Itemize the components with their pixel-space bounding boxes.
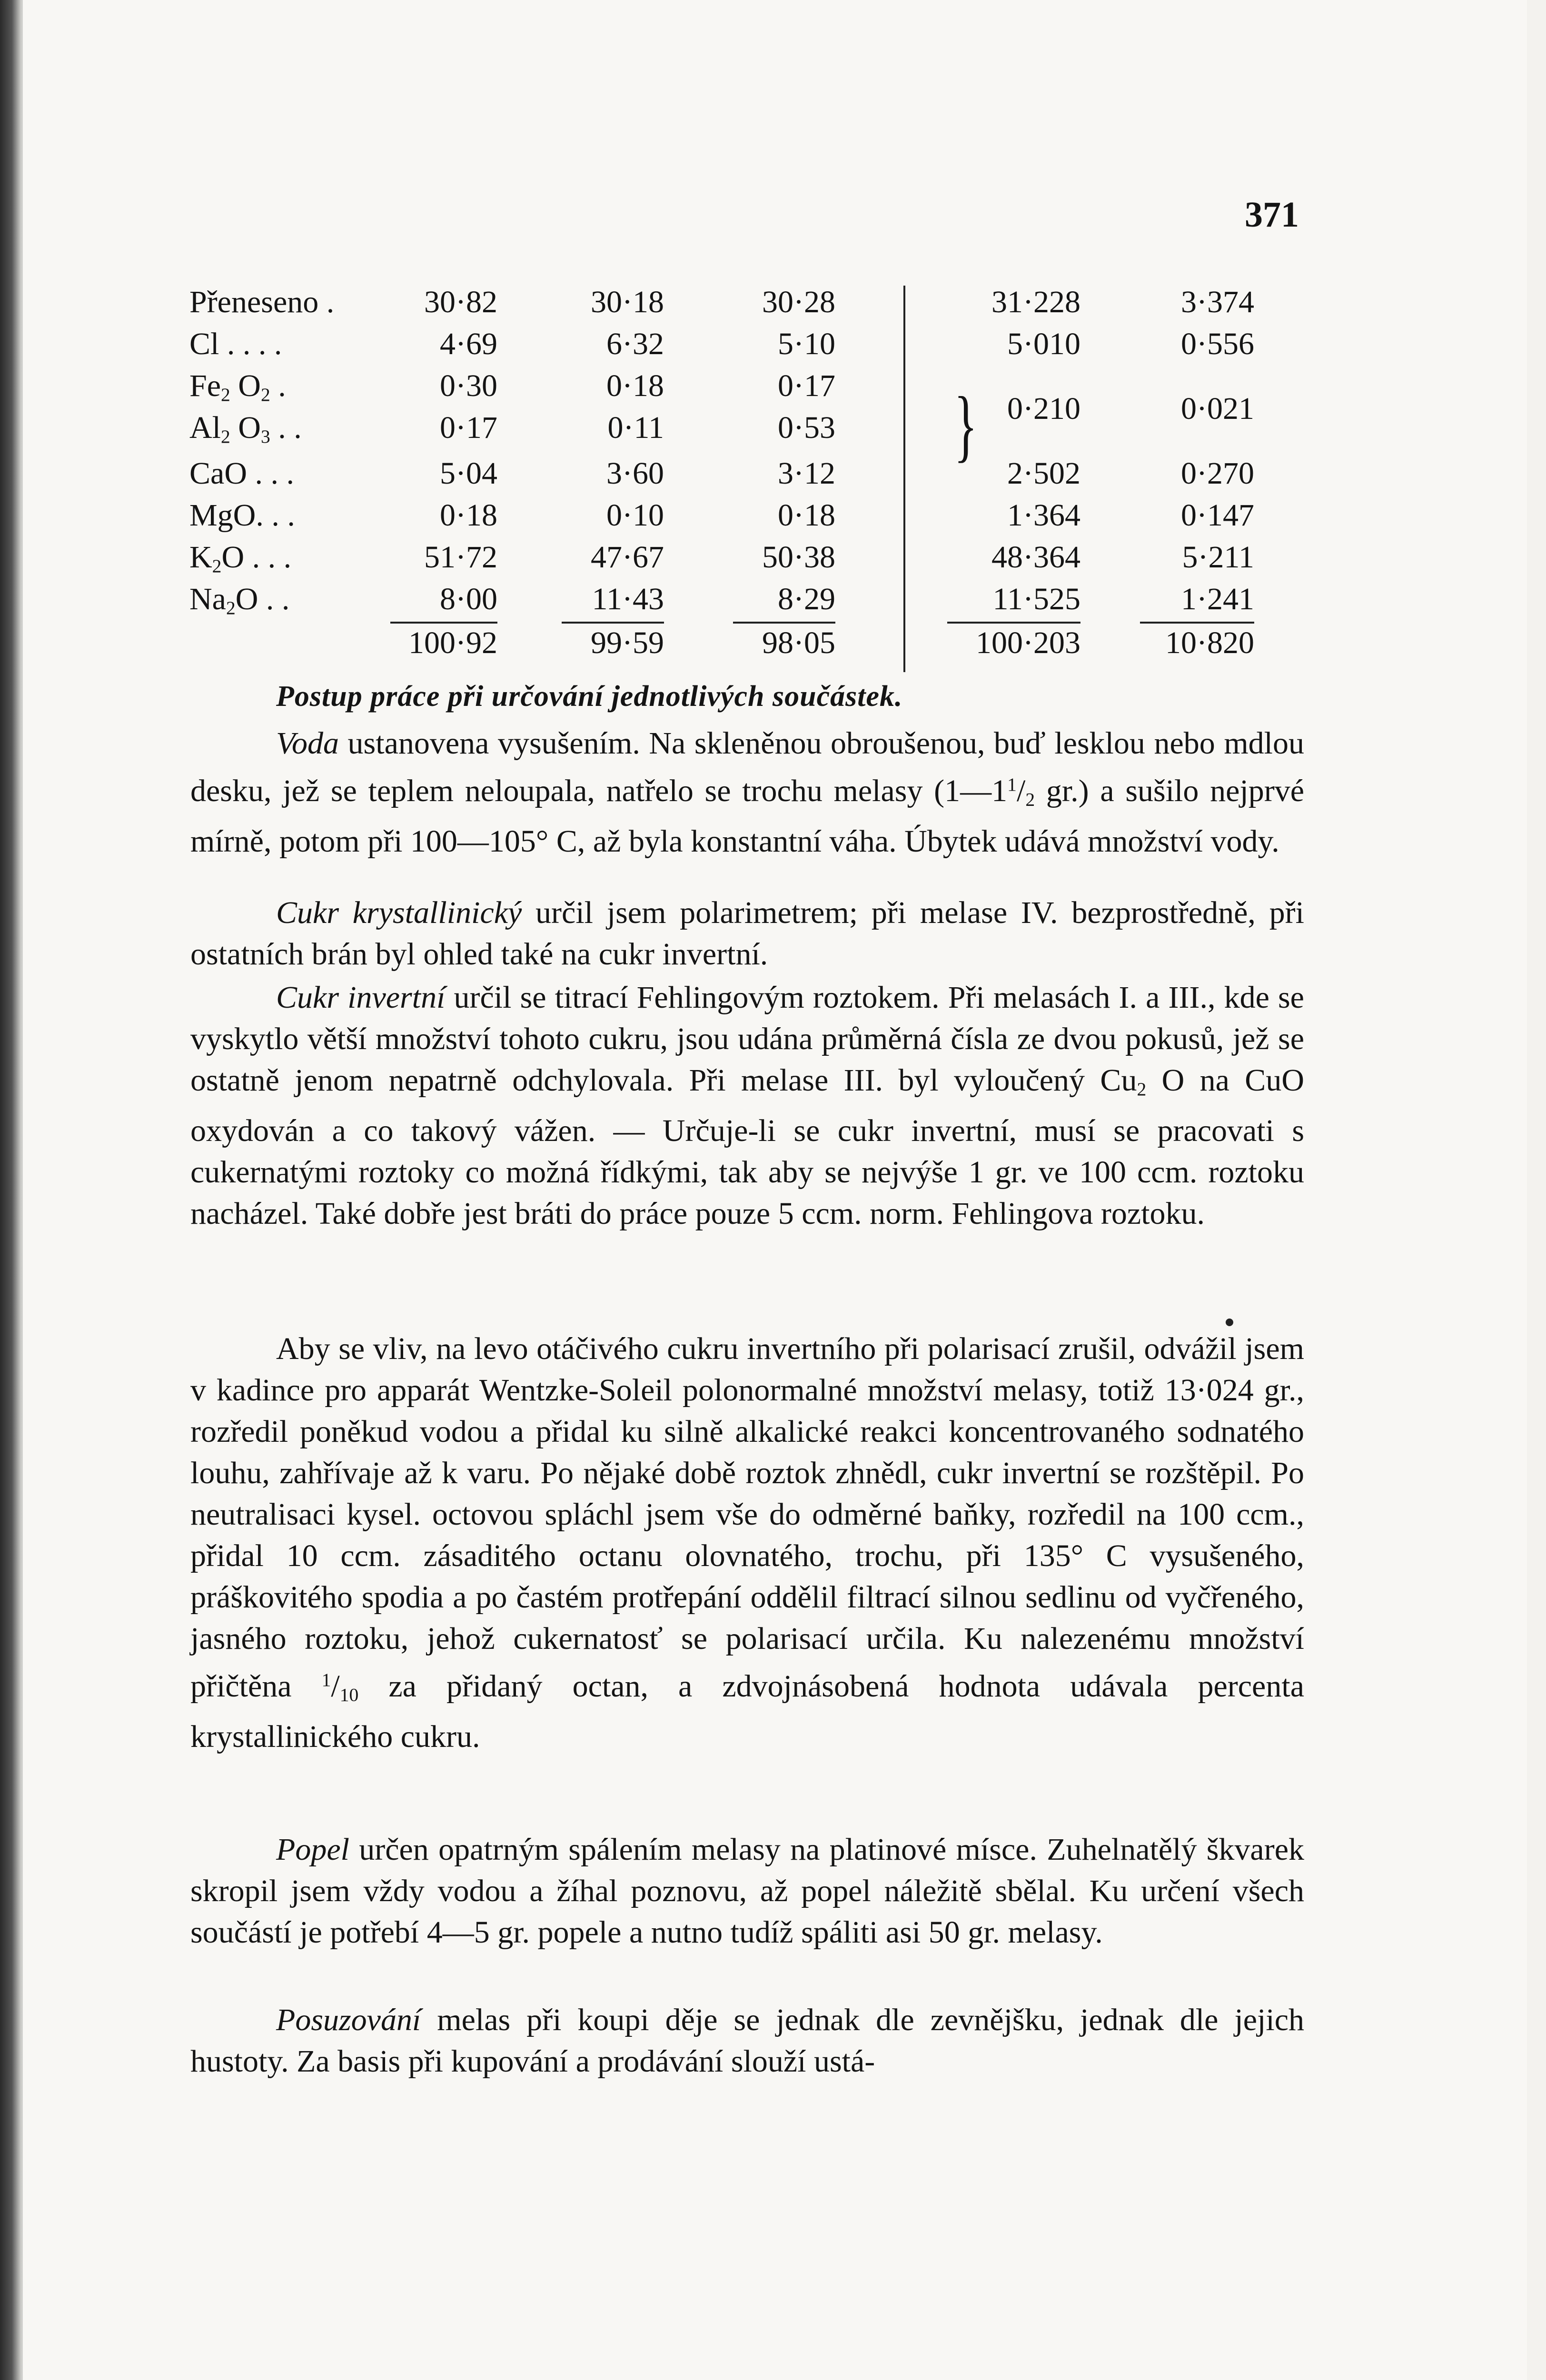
paragraph-posuzovani: Posuzování melas při koupi děje se jednak dle zevnějšku, jednak dle jejich hustoty. Za basis při kupování a prodávání slouží ustá- — [190, 2003, 1304, 2079]
table-cell: 50·38 — [762, 540, 835, 575]
row-label: MgO. . . — [189, 498, 295, 533]
table-cell: 0·11 — [607, 410, 664, 445]
table-cell: 0·270 — [1181, 456, 1254, 491]
table-cell: 3·374 — [1181, 285, 1254, 319]
table-cell: 0·17 — [440, 410, 497, 445]
paragraph-cukr-invertni: Cukr invertní určil se titrací Fehlingovým roztokem. Při melasách I. a III., kde se vyskytlo větší množství tohoto cukru, jsou udána průměrná čísla ze dvou pokusů, jež se ostatně jenom nepatrně odchylovala. Při melase III. byl vyloučený $Cu_2$ O na CuO oxydován a co takový vážen. — Určuje-li se cukr invertní, musí se pracovati s cukernatými roztoky co možná řídkými, tak aby se nejvýše 1 gr. ve 100 ccm. roztoku nacházel. Také dobře jest bráti do práce pouze 5 ccm. norm. Fehlingova roztoku. — [190, 980, 1304, 1231]
sum-cell: 99·59 — [562, 622, 664, 659]
table-cell: 0·53 — [778, 410, 835, 445]
table-cell: 30·28 — [762, 285, 835, 319]
sum-cell: 98·05 — [733, 622, 835, 659]
table-cell: 30·18 — [591, 285, 664, 319]
curly-brace: } — [954, 380, 978, 470]
column-divider — [903, 286, 905, 672]
row-label: $Fe_2$ $O_2$ . — [189, 368, 286, 405]
row-label: CaO . . . — [189, 456, 294, 491]
row-label: $Na_2O$ . . — [189, 582, 290, 618]
sum-cell: 100·203 — [947, 622, 1080, 659]
table-cell: 47·67 — [591, 540, 664, 575]
table-cell: 51·72 — [424, 540, 497, 575]
page-number: 371 — [1245, 195, 1299, 235]
table-cell: 0·18 — [778, 498, 835, 533]
table-cell: 0·30 — [440, 368, 497, 403]
row-label: $Al_2$ $O_3$ . . — [189, 410, 302, 447]
table-cell: 0·18 — [440, 498, 497, 533]
table-cell: 2·502 — [1007, 456, 1080, 491]
table-cell: 0·556 — [1181, 327, 1254, 361]
stray-mark — [1226, 1319, 1233, 1326]
table-cell: 5·211 — [1182, 540, 1254, 575]
table-cell: 11·43 — [592, 582, 664, 616]
table-cell: 6·32 — [606, 327, 664, 361]
table-cell: 0·10 — [606, 498, 664, 533]
paragraph-popel: Popel určen opatrným spálením melasy na platinové mísce. Zuhelnatělý škvarek skropil jsem vždy vodou a žíhal poznovu, až popel náležitě sbělal. Ku určení všech součástí je potřebí 4—5 gr. popele a nutno tudíž spáliti asi 50 gr. melasy. — [190, 1832, 1304, 1950]
table-cell: 0·147 — [1181, 498, 1254, 533]
section-caption: Postup práce při určování jednotlivých součástek. — [276, 680, 903, 713]
paragraph-voda: Voda ustanovena vysušením. Na skleněnou obroušenou, buď lesklou nebo mdlou desku, jež se teplem neloupala, natřelo se trochu melasy ($1—1^1/_2$ gr.) a sušilo nejprvé mírně, potom při 100—105° C, až byla konstantní váha. Úbytek udává množství vody. — [190, 726, 1304, 859]
table-cell: 5·010 — [1007, 327, 1080, 361]
row-label: $K_2O$ . . . — [189, 540, 292, 576]
table-cell: 0·210 — [1007, 391, 1080, 426]
table-cell: 8·29 — [778, 582, 835, 616]
paragraph-cukr-krystallinicky: Cukr krystallinický určil jsem polarimetrem; při melase IV. bezprostředně, při ostatních brán byl ohled také na cukr invertní. — [190, 895, 1304, 972]
sum-cell: 10·820 — [1140, 622, 1254, 659]
table-cell: 0·17 — [778, 368, 835, 403]
table-cell: 1·241 — [1181, 582, 1254, 616]
row-label: Přeneseno . — [189, 285, 335, 319]
table-cell: 5·04 — [440, 456, 497, 491]
table-cell: 3·12 — [778, 456, 835, 491]
table-cell: 8·00 — [440, 582, 497, 616]
table-cell: 1·364 — [1007, 498, 1080, 533]
table-cell: 48·364 — [991, 540, 1080, 575]
table-cell: 30·82 — [424, 285, 497, 319]
sum-cell: 100·92 — [390, 622, 497, 659]
table-cell: 4·69 — [440, 327, 497, 361]
table-cell: 11·525 — [992, 582, 1080, 616]
table-cell: 0·18 — [606, 368, 664, 403]
table-cell: 5·10 — [778, 327, 835, 361]
table-cell: 31·228 — [991, 285, 1080, 319]
paragraph-polarisace: Aby se vliv, na levo otáčivého cukru invertního při polarisací zrušil, odvážil jsem v kadince pro apparát Wentzke-Soleil polonormalné množství melasy, totiž 13·024 gr., rozředil poněkud vodou a přidal ku silně alkalické reakci koncentrovaného sodnatého louhu, zahřívaje až k varu. Po nějaké době roztok zhnědl, cukr invertní se rozštěpil. Po neutralisaci kysel. octovou spláchl jsem vše do odměrné baňky, rozředil na 100 ccm., přidal 10 ccm. zásaditého octanu olovnatého, trochu, při 135° C vysušeného, práškovitého spodia a po častém protřepání oddělil filtrací silnou sedlinu od vyčřeného, jasného roztoku, jehož cukernatosť se polarisací určila. Ku nalezenému množství přičtěna $^1/_{10}$ za přidaný octan, a zdvojnásobená hodnota udávala percenta krystallinického cukru. — [190, 1331, 1304, 1754]
table-cell: 0·021 — [1181, 391, 1254, 426]
table-cell: 3·60 — [606, 456, 664, 491]
row-label: Cl . . . . — [189, 327, 282, 361]
